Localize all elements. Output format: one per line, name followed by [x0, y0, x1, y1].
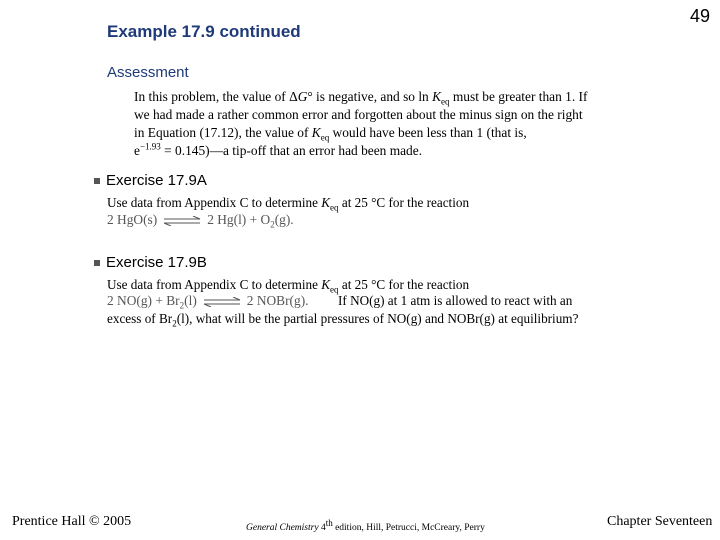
text-italic: K	[321, 195, 331, 210]
exercise-b-question	[107, 311, 578, 327]
footer-chapter: Chapter Seventeen	[607, 514, 713, 529]
exercise-b-text	[107, 277, 469, 293]
text-run: must be greater than 1. If	[449, 89, 588, 104]
eq-reactants: 2 HgO(s)	[107, 212, 158, 227]
text-run: 4	[318, 523, 326, 534]
exercise-b-heading-text: Exercise 17.9B	[106, 254, 207, 271]
text-run: at 25 °C for the reaction	[338, 195, 470, 210]
subscript: 2	[172, 318, 177, 329]
text-run: would have been less than 1 (that is,	[329, 125, 527, 140]
eq-products: 2 Hg(l) + O	[207, 212, 271, 227]
text-run: in Equation (17.12), the value of	[134, 125, 312, 140]
exercise-a-text	[107, 195, 469, 211]
exercise-a-equation	[107, 212, 294, 228]
footer-citation	[246, 518, 485, 534]
text-run: Use data from Appendix C to determine	[107, 277, 322, 292]
page-number: 49	[690, 6, 711, 26]
text-run: In this problem, the value of Δ	[134, 89, 298, 104]
assessment-line-2: we had made a rather common error and forgotten about the minus sign on the right	[134, 107, 583, 122]
text-italic: K	[311, 125, 321, 140]
footer-publisher: Prentice Hall © 2005	[12, 514, 132, 529]
text-italic: K	[432, 89, 442, 104]
text-run: edition, Hill, Petrucci, McCreary, Perry	[332, 523, 485, 534]
exercise-a-heading	[94, 172, 207, 189]
subscript: eq	[330, 202, 339, 213]
text-run: ° is negative, and so ln	[307, 89, 433, 104]
bullet-icon	[94, 260, 100, 266]
equilibrium-arrow-icon	[163, 216, 201, 226]
assessment-line-3	[134, 124, 587, 142]
eq-reactants: 2 NO(g) + Br	[107, 293, 180, 308]
eq-products: 2 NOBr(g).	[246, 293, 309, 308]
equilibrium-arrow-icon	[203, 297, 241, 307]
subscript: eq	[441, 96, 450, 107]
assessment-line-4	[134, 142, 587, 160]
text-run: at 25 °C for the reaction	[338, 277, 470, 292]
subscript: 2	[179, 300, 185, 311]
superscript: th	[325, 518, 333, 528]
subscript: 2	[270, 219, 275, 230]
text-run: (g).	[274, 212, 294, 227]
bullet-icon	[94, 178, 100, 184]
exercise-a-heading-text: Exercise 17.9A	[106, 172, 207, 189]
book-title: General Chemistry	[246, 523, 319, 534]
superscript: −1.93	[139, 141, 161, 152]
assessment-paragraph	[134, 88, 587, 160]
exercise-b-heading	[94, 254, 207, 271]
subscript: eq	[320, 132, 330, 143]
text-run: = 0.145)—a tip-off that an error had been made.	[160, 143, 423, 158]
text-run: Use data from Appendix C to determine	[107, 195, 322, 210]
exercise-b-continuation: If NO(g) at 1 atm is allowed to react with an	[338, 293, 573, 308]
text-run: e	[134, 143, 140, 158]
text-run: (l), what will be the partial pressures of NO(g) and NOBr(g) at equilibrium?	[176, 311, 579, 326]
assessment-heading: Assessment	[107, 64, 189, 81]
text-run: (l)	[184, 293, 197, 308]
assessment-line-1	[134, 88, 587, 106]
text-run: excess of Br	[107, 311, 173, 326]
slide-title: Example 17.9 continued	[107, 22, 301, 41]
text-italic: G	[297, 89, 308, 104]
exercise-b-equation	[107, 293, 309, 309]
subscript: eq	[330, 284, 339, 295]
text-italic: K	[321, 277, 331, 292]
